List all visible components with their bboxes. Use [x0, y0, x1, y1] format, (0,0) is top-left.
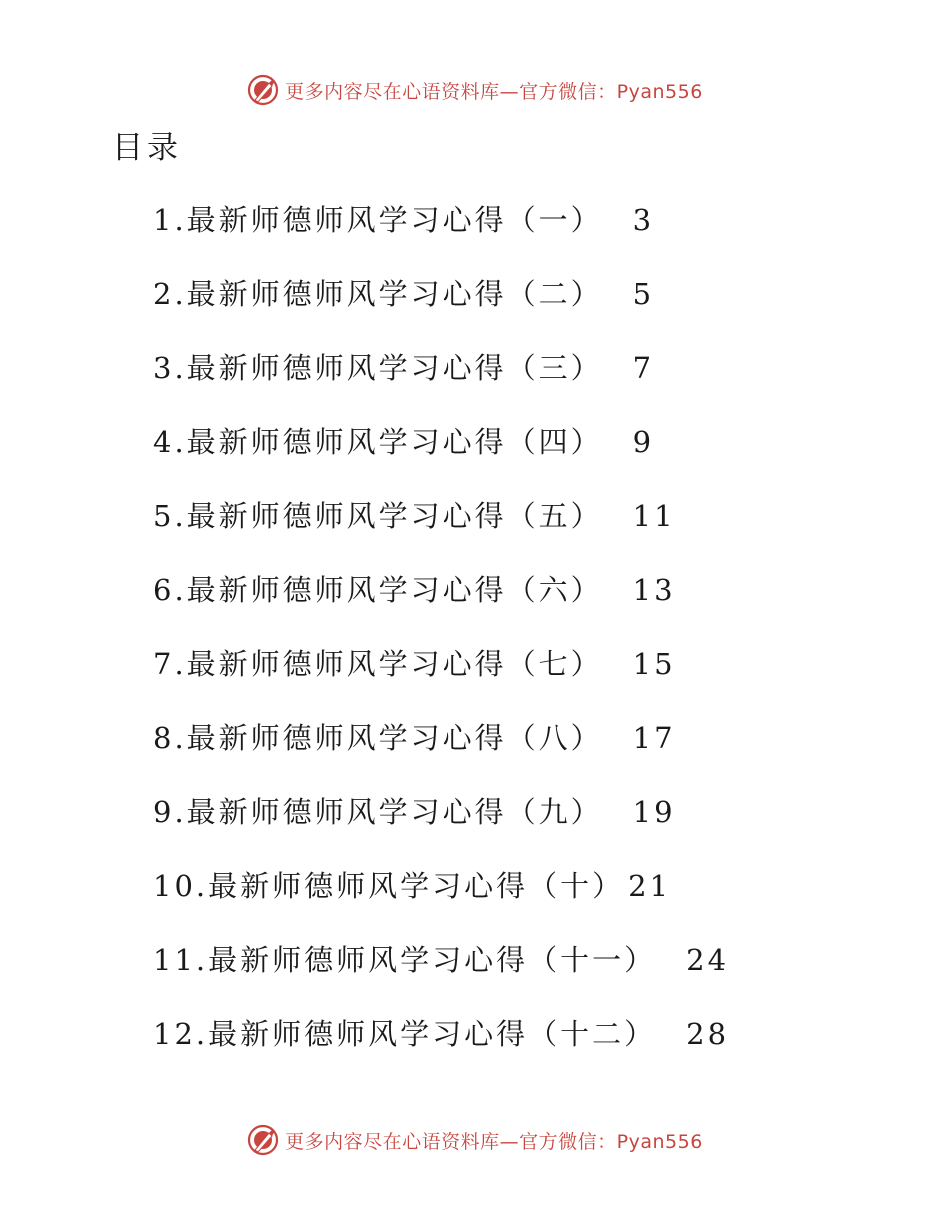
toc-item-page: 15	[632, 647, 676, 681]
toc-item-page: 13	[632, 573, 676, 607]
toc-item[interactable]	[153, 486, 729, 560]
toc-item[interactable]	[153, 1004, 729, 1078]
toc-title: 目录	[112, 130, 182, 166]
toc-item-page: 24	[686, 943, 730, 977]
toc-item[interactable]	[153, 634, 729, 708]
toc-item-label: 12.最新师德师风学习心得（十二）	[153, 1017, 657, 1051]
toc-item[interactable]	[153, 930, 729, 1004]
toc-item-label: 5.最新师德师风学习心得（五）	[153, 499, 603, 533]
toc-item-label: 3.最新师德师风学习心得（三）	[153, 351, 603, 385]
toc-item-label: 9.最新师德师风学习心得（九）	[153, 795, 603, 829]
toc-item-page: 17	[632, 721, 676, 755]
toc-item[interactable]	[153, 412, 729, 486]
toc-item-label: 4.最新师德师风学习心得（四）	[153, 425, 603, 459]
toc-item[interactable]	[153, 560, 729, 634]
toc-item[interactable]	[153, 708, 729, 782]
toc-item-page: 21	[628, 869, 672, 903]
toc-item[interactable]	[153, 338, 729, 412]
toc-item-page: 5	[632, 277, 655, 311]
footer-banner	[0, 1118, 950, 1162]
header-banner	[0, 68, 950, 112]
toc-item-page: 19	[632, 795, 676, 829]
footer-banner-text: 更多内容尽在心语资料库—官方微信：Pyan556	[285, 1130, 703, 1153]
toc-item[interactable]	[153, 856, 729, 930]
toc-item[interactable]	[153, 190, 729, 264]
toc-item-page: 7	[632, 351, 655, 385]
toc-item-page: 28	[686, 1017, 730, 1051]
toc-item-page: 3	[632, 203, 655, 237]
toc-item-label: 7.最新师德师风学习心得（七）	[153, 647, 603, 681]
toc-item-label: 11.最新师德师风学习心得（十一）	[153, 943, 657, 977]
toc-item-label: 6.最新师德师风学习心得（六）	[153, 573, 603, 607]
toc-item-label: 1.最新师德师风学习心得（一）	[153, 203, 603, 237]
toc-item[interactable]	[153, 264, 729, 338]
toc-item-label: 8.最新师德师风学习心得（八）	[153, 721, 603, 755]
toc-item-page: 9	[632, 425, 655, 459]
pen-logo-icon	[247, 74, 279, 106]
toc-item-label: 2.最新师德师风学习心得（二）	[153, 277, 603, 311]
pen-logo-icon	[247, 1124, 279, 1156]
header-banner-text: 更多内容尽在心语资料库—官方微信：Pyan556	[285, 80, 703, 103]
toc-list	[153, 190, 729, 1078]
toc-item[interactable]	[153, 782, 729, 856]
toc-item-page: 11	[632, 499, 676, 533]
toc-item-label: 10.最新师德师风学习心得（十）	[153, 869, 625, 903]
